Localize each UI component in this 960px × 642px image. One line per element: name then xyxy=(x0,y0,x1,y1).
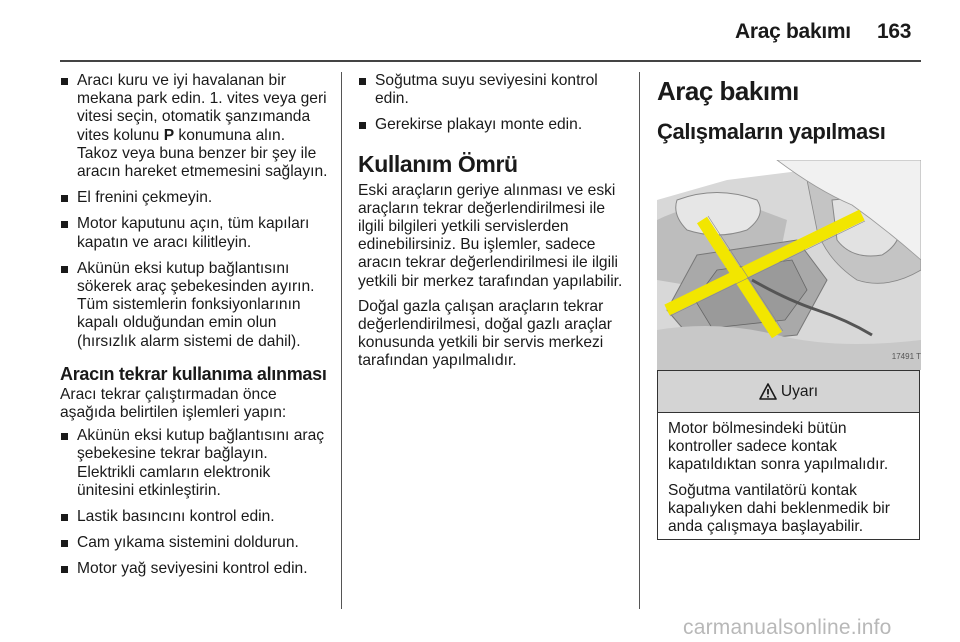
section-subheading: Aracın tekrar kullanıma alınması xyxy=(60,363,327,384)
chapter-heading: Araç bakımı xyxy=(657,76,799,106)
engine-bay-figure xyxy=(657,160,921,370)
section-intro: Aracı tekrar çalıştırmadan önce aşağıda belirtilen işlemleri yapın: xyxy=(60,385,287,422)
warning-paragraph: Soğutma vantilatörü kontak kapalıyken dahi beklenmedik bir anda çalışmaya başlayabilir. xyxy=(668,481,890,536)
paragraph: Eski araçların geriye alınması ve eski araçların tekrar değerlendirilmesi ile ilgili bilgileri yetkili servislerden edinebilirsiniz. Bu işlemler, sadece aracın tekrar değerlendirilmesi ile ilgili yetkili bir merkez tarafından yapılabilir. xyxy=(358,181,623,290)
figure-code: 17491 T xyxy=(891,351,921,361)
list-item: Aracı kuru ve iyi havalanan bir mekana park edin. 1. vites veya geri vitesi seçin, otomatik şanzımanda vites kolunu P konumuna alın. Takoz veya buna benzer bir şey ile aracın hareket etmemesini sağlayın. xyxy=(60,72,328,181)
warning-body xyxy=(658,413,919,550)
list-item: Soğutma suyu seviyesini kontrol edin. xyxy=(358,72,626,108)
list-item: Akünün eksi kutup bağlantısını sökerek araç şebekesinden ayırın. Tüm sistemlerin fonksiyonlarının kapalı olduğundan emin olun (hırsızlık alarm sistemi de dahil). xyxy=(60,260,328,351)
gear-position-p: P xyxy=(163,126,175,144)
header-title: Araç bakımı xyxy=(735,20,851,43)
header-divider xyxy=(60,60,921,62)
warning-paragraph: Motor bölmesindeki bütün kontroller sadece kontak kapatıldıktan sonra yapılmalıdır. xyxy=(668,420,889,474)
watermark: carmanualsonline.info xyxy=(683,616,892,639)
warning-box xyxy=(657,370,920,540)
engine-bay-illustration xyxy=(657,160,921,370)
page-number: 163 xyxy=(877,20,912,43)
list-item: Motor yağ seviyesini kontrol edin. xyxy=(60,560,328,578)
list-item: Cam yıkama sistemini doldurun. xyxy=(60,534,328,552)
column-1 xyxy=(60,72,328,587)
list-item: Gerekirse plakayı monte edin. xyxy=(358,116,626,134)
bullet-list-storage xyxy=(60,72,328,351)
warning-title: Uyarı xyxy=(780,382,819,400)
list-item: Lastik basıncını kontrol edin. xyxy=(60,508,328,526)
column-divider-2 xyxy=(639,72,640,609)
list-item: El frenini çekmeyin. xyxy=(60,189,328,207)
bullet-list-continued xyxy=(358,72,626,135)
section-heading: Çalışmaların yapılması xyxy=(657,119,886,144)
column-2 xyxy=(358,72,626,378)
warning-header xyxy=(658,371,919,413)
warning-icon xyxy=(759,383,777,401)
column-divider-1 xyxy=(341,72,342,609)
list-item: Motor kaputunu açın, tüm kapıları kapatın ve aracı kilitleyin. xyxy=(60,215,328,251)
section-heading: Kullanım Ömrü xyxy=(358,150,518,177)
list-item: Akünün eksi kutup bağlantısını araç şebekesine tekrar bağlayın. Elektrikli camların elektronik ünitesini etkinleştirin. xyxy=(60,427,328,500)
paragraph: Doğal gazla çalışan araçların tekrar değerlendirilmesi, doğal gazlı araçlar konusunda yetkili bir servis merkezi tarafından yapılmalıdır. xyxy=(358,297,612,370)
column-3 xyxy=(657,72,921,370)
bullet-list-recommission xyxy=(60,427,328,578)
